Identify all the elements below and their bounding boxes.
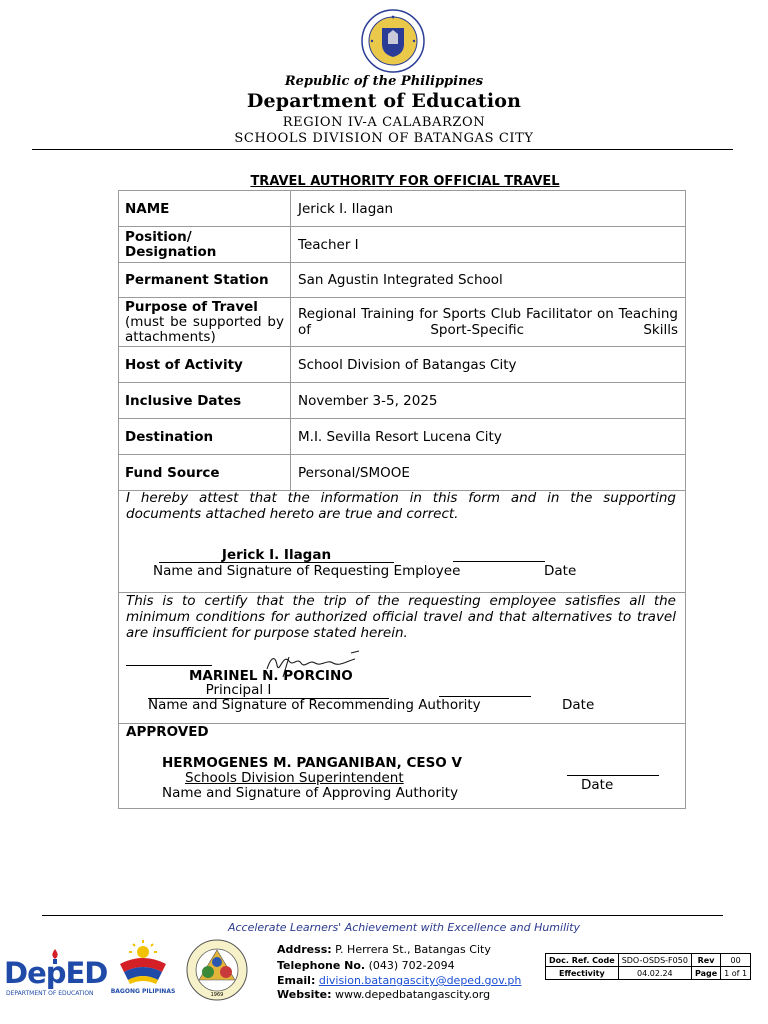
address-value: P. Herrera St., Batangas City [335, 943, 491, 956]
deped-logo-text: DepED [4, 956, 108, 990]
row-value: San Agustin Integrated School [298, 272, 503, 288]
employee-date-label: Date [544, 563, 577, 579]
row-label: Inclusive Dates [119, 383, 291, 418]
attestation-text: I hereby attest that the information in this form and in the supporting documents attached hereto are true and correct. [126, 490, 676, 522]
doc-ref-label: Doc. Ref. Code [546, 954, 619, 967]
deped-seal-icon [358, 8, 428, 74]
division-seal-icon [183, 938, 251, 1002]
address-label: Address: [277, 943, 332, 956]
rev-value: 00 [721, 954, 751, 967]
bagong-pilipinas-logo [110, 938, 176, 998]
table-row [119, 383, 685, 419]
telephone-label: Telephone No. [277, 959, 366, 972]
footer-divider [42, 915, 723, 916]
rev-label: Rev [691, 954, 720, 967]
row-label: Purpose of Travel [125, 299, 258, 315]
approving-caption: Name and Signature of Approving Authority [162, 785, 459, 801]
travel-authority-table [118, 190, 686, 809]
row-label: Position/ Designation [119, 227, 291, 262]
table-row [546, 954, 751, 967]
recommending-name: MARINEL N. PORCINO [189, 668, 353, 684]
certification-block [119, 593, 685, 724]
row-label-note: (must be supported by attachments) [125, 314, 284, 345]
attestation-block [119, 491, 685, 593]
doc-reference-table [545, 953, 751, 980]
row-label: Destination [119, 419, 291, 454]
row-label: NAME [119, 191, 291, 226]
table-row [546, 967, 751, 980]
page-label: Page [691, 967, 720, 980]
row-value: School Division of Batangas City [298, 356, 517, 373]
telephone-value: (043) 702-2094 [368, 959, 455, 972]
effectivity-label: Effectivity [546, 967, 619, 980]
table-row [119, 263, 685, 298]
form-title: TRAVEL AUTHORITY FOR OFFICIAL TRAVEL [250, 174, 560, 189]
deped-logo-subtext: DEPARTMENT OF EDUCATION [6, 990, 94, 997]
row-value: November 3-5, 2025 [298, 392, 438, 409]
employee-signature-line [159, 549, 394, 563]
effectivity-value: 04.02.24 [618, 967, 691, 980]
recommending-date-label: Date [562, 697, 595, 713]
department-line: Department of Education [246, 90, 522, 112]
signature-line [126, 665, 212, 666]
bagong-pilipinas-emblem-icon [116, 938, 170, 986]
approving-name: HERMOGENES M. PANGANIBAN, CESO V [162, 755, 462, 771]
website-line [277, 988, 490, 1001]
recommending-position: Principal I [205, 682, 272, 698]
email-line [277, 974, 521, 987]
bagong-pilipinas-text: BAGONG PILIPINAS [110, 988, 176, 995]
region-line: REGION IV-A CALABARZON [282, 115, 486, 130]
doc-ref-value: SDO-OSDS-F050 [618, 954, 691, 967]
row-label-cell [119, 298, 291, 346]
table-row [119, 298, 685, 347]
row-value: Jerick I. Ilagan [298, 200, 394, 217]
footer-motto: Accelerate Learners' Achievement with Excellence and Humility [227, 921, 581, 934]
table-row [119, 227, 685, 263]
row-label: Permanent Station [119, 263, 291, 297]
approving-date-line [567, 775, 659, 776]
approving-position: Schools Division Superintendent [185, 770, 404, 786]
certification-text: This is to certify that the trip of the requesting employee satisfies all the minimum conditions for authorized official travel and that alternatives to travel are insufficient for purpose stated herein. [126, 593, 676, 641]
approved-heading: APPROVED [126, 724, 209, 740]
employee-name: Jerick I. Ilagan [221, 547, 332, 563]
email-link[interactable]: division.batangascity@deped.gov.ph [318, 974, 522, 987]
header-divider [32, 149, 733, 150]
email-label: Email: [277, 974, 316, 987]
row-label: Fund Source [119, 455, 291, 490]
recommending-caption: Name and Signature of Recommending Authority [148, 697, 481, 713]
row-value: Teacher I [298, 236, 359, 253]
table-row [119, 191, 685, 227]
approval-block [119, 724, 685, 808]
telephone-line [277, 959, 455, 972]
table-row [119, 455, 685, 491]
division-seal-year: 1969 [210, 992, 224, 998]
row-value: Regional Training for Sports Club Facilitator on Teaching of Sport-Specific Skills [298, 306, 678, 338]
row-value: M.I. Sevilla Resort Lucena City [298, 428, 502, 445]
row-label: Host of Activity [119, 347, 291, 382]
table-row [119, 419, 685, 455]
row-value-cell [291, 298, 685, 346]
website-value[interactable]: www.depedbatangascity.org [335, 988, 491, 1001]
table-row [119, 347, 685, 383]
address-line [277, 943, 491, 956]
deped-logo [4, 948, 108, 1000]
republic-line: Republic of the Philippines [284, 74, 484, 89]
employee-caption: Name and Signature of Requesting Employee [153, 563, 461, 579]
approving-date-label: Date [581, 777, 614, 793]
employee-date-line [453, 561, 545, 562]
division-line: SCHOOLS DIVISION OF BATANGAS CITY [234, 131, 534, 146]
website-label: Website: [277, 988, 332, 1001]
page-value: 1 of 1 [721, 967, 751, 980]
row-value: Personal/SMOOE [298, 464, 410, 481]
